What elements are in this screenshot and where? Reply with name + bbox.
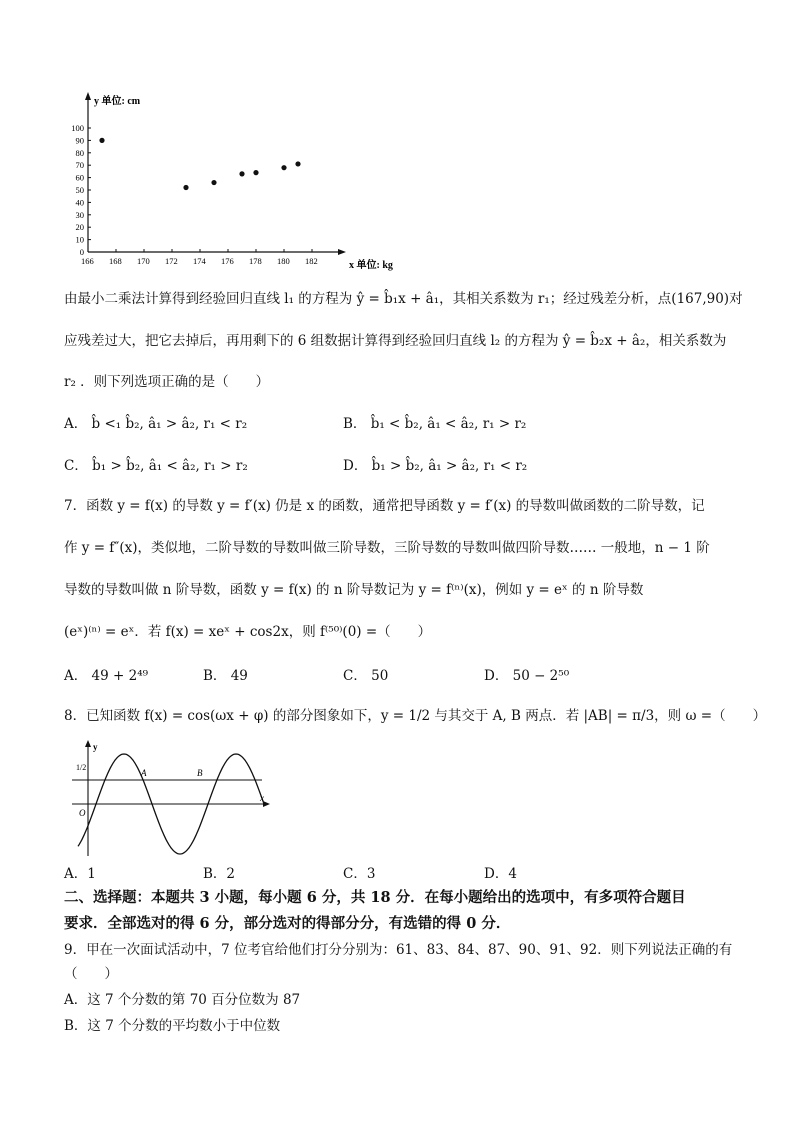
q7-line2: 作 y = f″(x)，类似地，二阶导数的导数叫做三阶导数，三阶导数的导数叫做四阶导数…… 一般地，n − 1 阶 [64,540,710,556]
x-tick-label: 174 [193,256,206,266]
q6-option-a[interactable]: A． b̂ <₁ b̂₂, â₁ > â₂, r₁ < r₂ [64,416,248,432]
y-tick-label: 100 [71,123,84,133]
q7-line3: 导数的导数叫做 n 阶导数，函数 y = f(x) 的 n 阶导数记为 y = f⁽ⁿ⁾(x)，例如 y = eˣ 的 n 阶导数 [64,582,644,598]
q9-line2: （ ） [64,966,118,982]
point-b-label: B [197,768,203,778]
y-tick-label: 0 [79,247,84,257]
scatter-point [253,170,258,175]
y-tick-label: 10 [75,234,84,245]
q6-option-d[interactable]: D． b̂₁ > b̂₂, â₁ > â₂, r₁ < r₂ [343,458,528,474]
y-tick-label: 30 [75,209,84,220]
scatter-point [99,138,104,143]
scatter-chart [64,88,404,278]
y-tick-label: 70 [75,160,84,171]
section2-heading-line2: 要求．全部选对的得 6 分，部分选对的得部分分，有选错的得 0 分． [64,915,511,932]
graph-y-label: y [93,742,98,752]
q6-option-b[interactable]: B． b̂₁ < b̂₂, â₁ < â₂, r₁ > r₂ [343,416,527,432]
q7-option-b[interactable]: B． 49 [203,668,248,684]
graph-origin-label: O [79,808,86,818]
q7-option-c[interactable]: C． 50 [343,668,389,684]
scatter-point [295,161,300,166]
cosine-graph [64,738,284,860]
x-tick-label: 166 [81,256,94,266]
q7-option-a[interactable]: A． 49 + 2⁴⁹ [64,668,149,684]
q6-option-c[interactable]: C． b̂₁ > b̂₂, â₁ < â₂, r₁ > r₂ [64,458,248,474]
x-tick-label: 182 [305,256,318,266]
graph-x-label: x [260,793,264,803]
x-tick-label: 176 [221,256,234,266]
scatter-point [239,171,244,176]
y-tick-label: 40 [75,197,84,208]
q8-option-c[interactable]: C．3 [343,866,376,882]
q7-option-d[interactable]: D． 50 − 2⁵⁰ [484,668,570,684]
scatter-x-label: x 单位: kg [349,260,393,271]
q8-line1: 8．已知函数 f(x) = cos(ωx + φ) 的部分图象如下，y = 1/2 与其交于 A, B 两点．若 |AB| = π/3，则 ω =（ ） [64,708,767,724]
q9-option-a[interactable]: A．这 7 个分数的第 70 百分位数为 87 [64,992,301,1008]
x-tick-label: 168 [109,256,122,266]
x-tick-label: 172 [165,256,178,266]
scatter-x-arrow [338,249,346,255]
scatter-y-arrow [85,92,91,100]
graph-y-arrow [85,740,91,747]
x-tick-label: 178 [249,256,262,266]
q7-line4: (eˣ)⁽ⁿ⁾ = eˣ．若 f(x) = xeˣ + cos2x，则 f⁽⁵⁰⁾(0) =（ ） [64,624,432,640]
q6-line2: 应残差过大，把它去掉后，再用剩下的 6 组数据计算得到经验回归直线 l₂ 的方程为 ŷ = b̂₂x + â₂，相关系数为 [64,333,727,349]
scatter-y-label: y 单位: cm [94,96,141,107]
scatter-point [281,165,286,170]
scatter-point [211,180,216,185]
q8-option-a[interactable]: A．1 [64,866,96,882]
x-tick-label: 170 [137,256,150,266]
graph-half-label: 1/2 [76,763,87,772]
x-tick-label: 180 [277,256,290,266]
q7-line1: 7．函数 y = f(x) 的导数 y = f′(x) 仍是 x 的函数，通常把导函数 y = f′(x) 的导数叫做函数的二阶导数，记 [64,498,705,514]
y-tick-label: 60 [75,172,84,183]
q8-option-d[interactable]: D．4 [484,866,517,882]
y-tick-label: 90 [75,135,84,146]
q9-line1: 9．甲在一次面试活动中，7 位考官给他们打分分别为：61、83、84、87、90、91、92．则下列说法正确的有 [64,942,733,958]
scatter-point [183,185,188,190]
y-tick-label: 50 [75,185,84,195]
q6-line3: r₂ ．则下列选项正确的是（ ） [64,374,270,390]
q8-option-b[interactable]: B．2 [203,866,236,882]
q9-option-b[interactable]: B．这 7 个分数的平均数小于中位数 [64,1018,281,1034]
graph-x-arrow [263,801,270,807]
y-tick-label: 20 [75,222,84,233]
section2-heading-line1: 二、选择题：本题共 3 小题，每小题 6 分，共 18 分．在每小题给出的选项中，有多项符合题目 [64,889,686,906]
q6-line1: 由最小二乘法计算得到经验回归直线 l₁ 的方程为 ŷ = b̂₁x + â₁，其相关系数为 r₁；经过残差分析，点(167,90)对 [64,291,743,307]
y-tick-label: 80 [75,147,84,158]
point-a-label: A [141,768,147,778]
